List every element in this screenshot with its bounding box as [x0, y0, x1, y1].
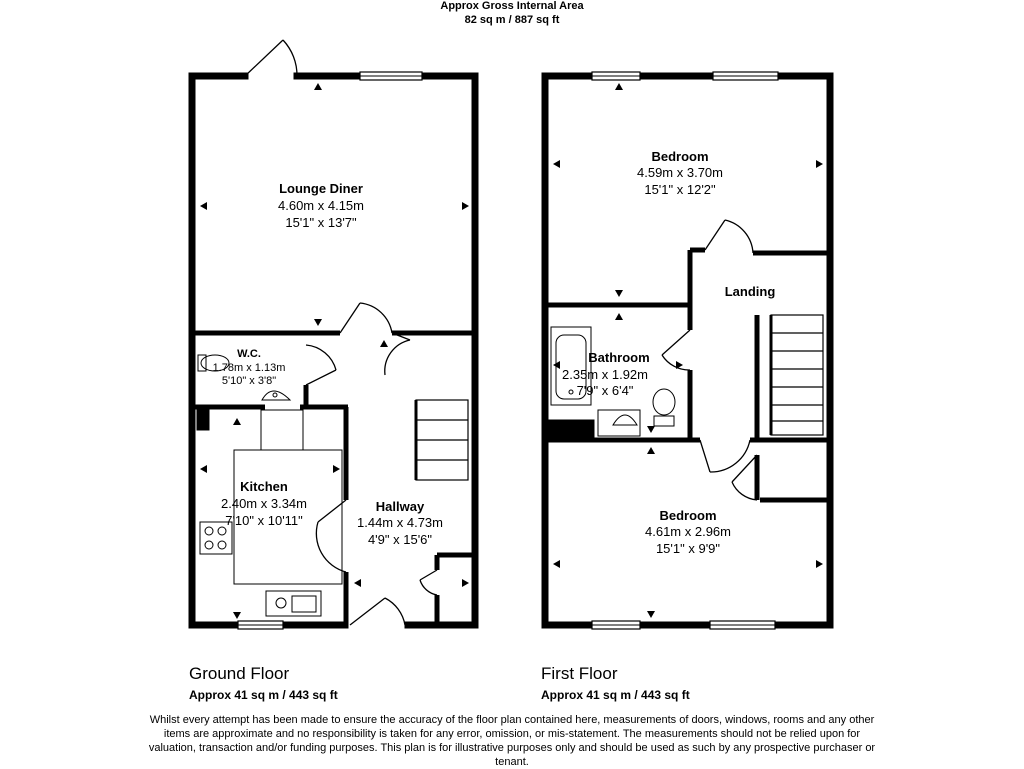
bathroom-metric: 2.35m x 1.92m	[562, 367, 648, 382]
bedroom-2-name: Bedroom	[659, 508, 717, 523]
wc-name: W.C.	[237, 348, 261, 360]
disclaimer-text: Whilst every attempt has been made to ensure the accuracy of the floor plan contained here, measurements of doors, windows, rooms and any other items are approximate and no responsibility is taken for any error, omission, or mis-statement. The measurements should not be relied upon for valuation, transaction and/or funding purposes. This plan is for illustrative purposes only and should be used as such by any prospective purchaser or tenant.	[148, 714, 876, 768]
kitchen-name: Kitchen	[240, 479, 288, 494]
ground-floor-area: Approx 41 sq m / 443 sq ft	[189, 688, 338, 702]
hallway-metric: 1.44m x 4.73m	[357, 515, 443, 530]
ground-floor-plan	[192, 40, 475, 629]
ground-floor-title: Ground Floor	[189, 664, 290, 683]
first-floor-title: First Floor	[541, 664, 618, 683]
bedroom-1-imperial: 15'1" x 12'2"	[644, 182, 716, 197]
wc-imperial: 5'10" x 3'8"	[221, 375, 277, 387]
lounge-diner-imperial: 15'1" x 13'7"	[285, 215, 357, 230]
kitchen-imperial: 7'10" x 10'11"	[225, 513, 303, 528]
bathroom-imperial: 7'9" x 6'4"	[576, 383, 634, 398]
bedroom-1-name: Bedroom	[651, 149, 709, 164]
bedroom-1-metric: 4.59m x 3.70m	[637, 165, 723, 180]
bedroom-2-metric: 4.61m x 2.96m	[645, 524, 731, 539]
lounge-diner-metric: 4.60m x 4.15m	[278, 198, 364, 213]
hallway-name: Hallway	[375, 499, 425, 514]
kitchen-metric: 2.40m x 3.34m	[221, 496, 307, 511]
gross-area-title: Approx Gross Internal Area	[440, 0, 584, 12]
hallway-imperial: 4'9" x 15'6"	[367, 532, 433, 547]
landing-name: Landing	[724, 284, 776, 299]
wc-metric: 1.78m x 1.13m	[212, 362, 286, 374]
bathroom-name: Bathroom	[588, 350, 650, 365]
first-floor-area: Approx 41 sq m / 443 sq ft	[541, 688, 690, 702]
bedroom-2-imperial: 15'1" x 9'9"	[655, 541, 721, 556]
lounge-diner-name: Lounge Diner	[279, 181, 363, 196]
gross-area-value: 82 sq m / 887 sq ft	[464, 14, 560, 26]
